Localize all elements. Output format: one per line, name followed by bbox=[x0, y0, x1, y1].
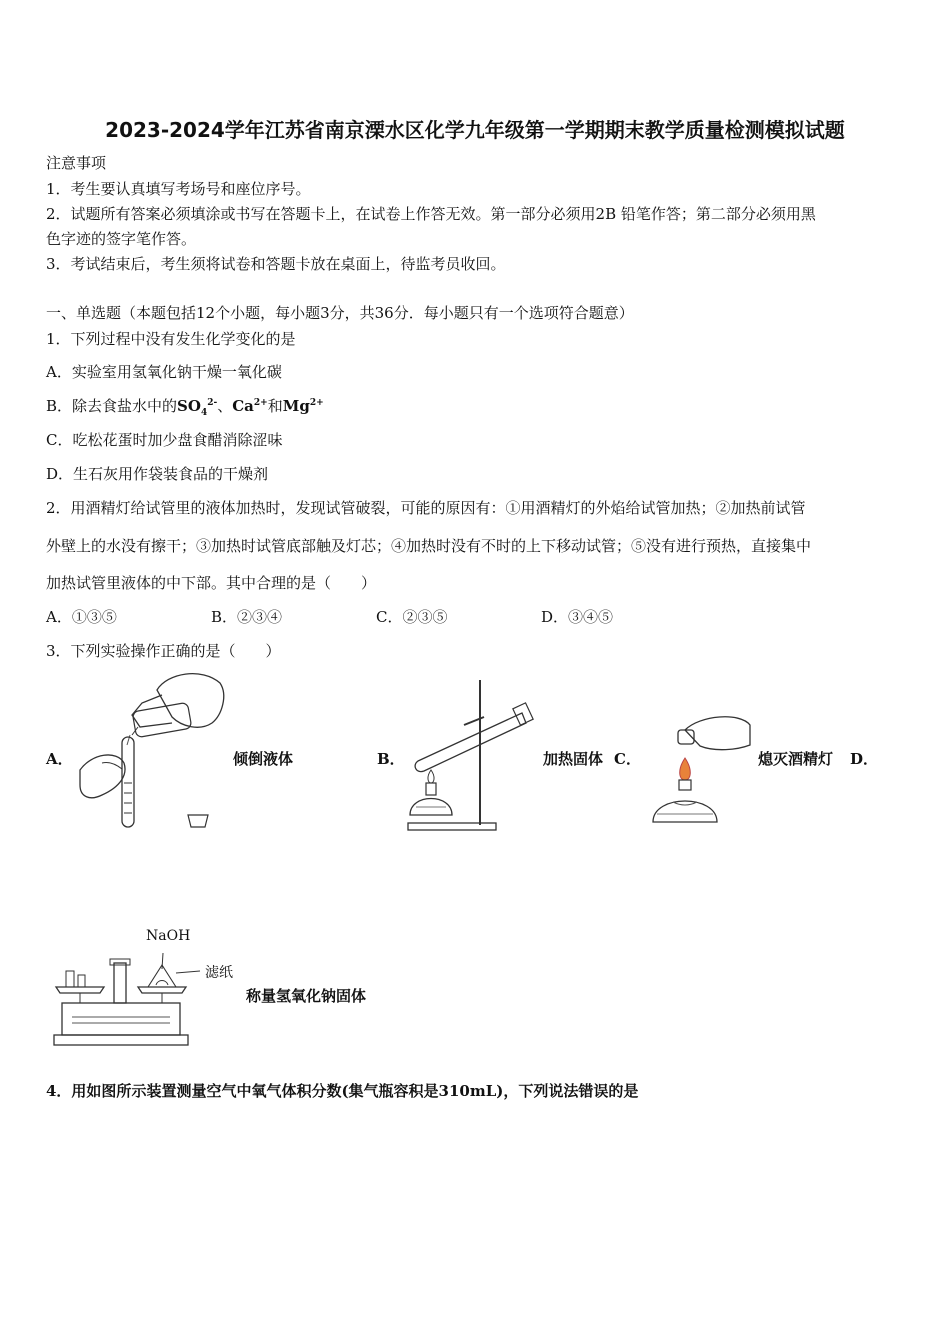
question-2-line: 外壁上的水没有擦干；③加热时试管底部触及灯芯；④加热时没有不时的上下移动试管；⑤没有进行预热，直接集中 bbox=[46, 537, 812, 555]
question-1-option-c: C．吃松花蛋时加少盘食醋消除涩味 bbox=[46, 431, 283, 449]
question-3-option-a-label: A． bbox=[46, 750, 73, 768]
option-b-text: B．除去食盐水中的 bbox=[46, 397, 178, 415]
question-3-caption-b: 加热固体 bbox=[543, 750, 604, 768]
sulfate-subscript: 4 bbox=[200, 408, 208, 418]
question-1-option-b bbox=[46, 395, 324, 418]
conjunction: 和 bbox=[267, 397, 283, 415]
notice-item: 2．试题所有答案必须填涂或书写在答题卡上，在试卷上作答无效。第一部分必须用2B 铅笔作答；第二部分必须用黑 bbox=[46, 205, 816, 223]
question-2-option-d: D．③④⑤ bbox=[541, 608, 614, 626]
notice-item: 3．考试结束后，考生须将试卷和答题卡放在桌面上，待监考员收回。 bbox=[46, 255, 506, 273]
magnesium-formula bbox=[283, 397, 324, 415]
sulfate-symbol: SO bbox=[177, 397, 201, 415]
extinguish-lamp-illustration bbox=[645, 710, 755, 830]
question-3-option-b-label: B． bbox=[377, 750, 405, 768]
question-2-option-c: C．②③⑤ bbox=[376, 608, 448, 626]
notice-heading: 注意事项 bbox=[46, 154, 107, 172]
magnesium-charge: 2+ bbox=[309, 398, 324, 408]
volume-value: 310mL) bbox=[438, 1082, 504, 1100]
question-4-stem bbox=[46, 1080, 638, 1101]
question-2-option-a: A．①③⑤ bbox=[46, 608, 117, 626]
question-4-text-end: ，下列说法错误的是 bbox=[503, 1082, 639, 1100]
page-title: 2023-2024学年江苏省南京溧水区化学九年级第一学期期末教学质量检测模拟试题 bbox=[105, 118, 845, 142]
filter-paper-label: 滤纸 bbox=[205, 965, 233, 981]
question-1-stem: 1．下列过程中没有发生化学变化的是 bbox=[46, 330, 296, 348]
heating-solid-illustration bbox=[404, 675, 544, 835]
question-3-option-d-label: D． bbox=[850, 750, 879, 768]
pour-liquid-illustration bbox=[72, 665, 232, 835]
naoh-label: NaOH bbox=[146, 928, 191, 944]
magnesium-symbol: Mg bbox=[282, 397, 310, 415]
sulfate-charge: 2- bbox=[207, 398, 218, 408]
separator: 、 bbox=[217, 397, 233, 415]
sulfate-formula bbox=[177, 397, 218, 418]
question-1-option-d: D．生石灰用作袋装食品的干燥剂 bbox=[46, 465, 269, 483]
calcium-formula bbox=[232, 397, 267, 415]
notice-item: 1．考生要认真填写考场号和座位序号。 bbox=[46, 180, 311, 198]
calcium-charge: 2+ bbox=[253, 398, 268, 408]
question-3-stem: 3．下列实验操作正确的是（ ） bbox=[46, 642, 281, 660]
question-2-line: 加热试管里液体的中下部。其中合理的是（ ） bbox=[46, 574, 377, 592]
question-2-line: 2．用酒精灯给试管里的液体加热时，发现试管破裂，可能的原因有：①用酒精灯的外焰给试管加热；②加热前试管 bbox=[46, 499, 806, 517]
question-3-caption-d: 称量氢氧化钠固体 bbox=[246, 987, 367, 1005]
question-3-caption-c: 熄灭酒精灯 bbox=[758, 750, 834, 768]
question-4-text: 4．用如图所示装置测量空气中氧气体积分数(集气瓶容积是 bbox=[46, 1082, 439, 1100]
notice-item: 色字迹的签字笔作答。 bbox=[46, 230, 197, 248]
section-heading: 一、单选题（本题包括12个小题，每小题3分，共36分．每小题只有一个选项符合题意） bbox=[46, 304, 634, 322]
question-3-option-c-label: C． bbox=[614, 750, 641, 768]
question-3-caption-a: 倾倒液体 bbox=[233, 750, 294, 768]
question-1-option-a: A．实验室用氢氧化钠干燥一氧化碳 bbox=[46, 363, 282, 381]
calcium-symbol: Ca bbox=[232, 397, 254, 415]
question-2-option-b: B．②③④ bbox=[211, 608, 283, 626]
